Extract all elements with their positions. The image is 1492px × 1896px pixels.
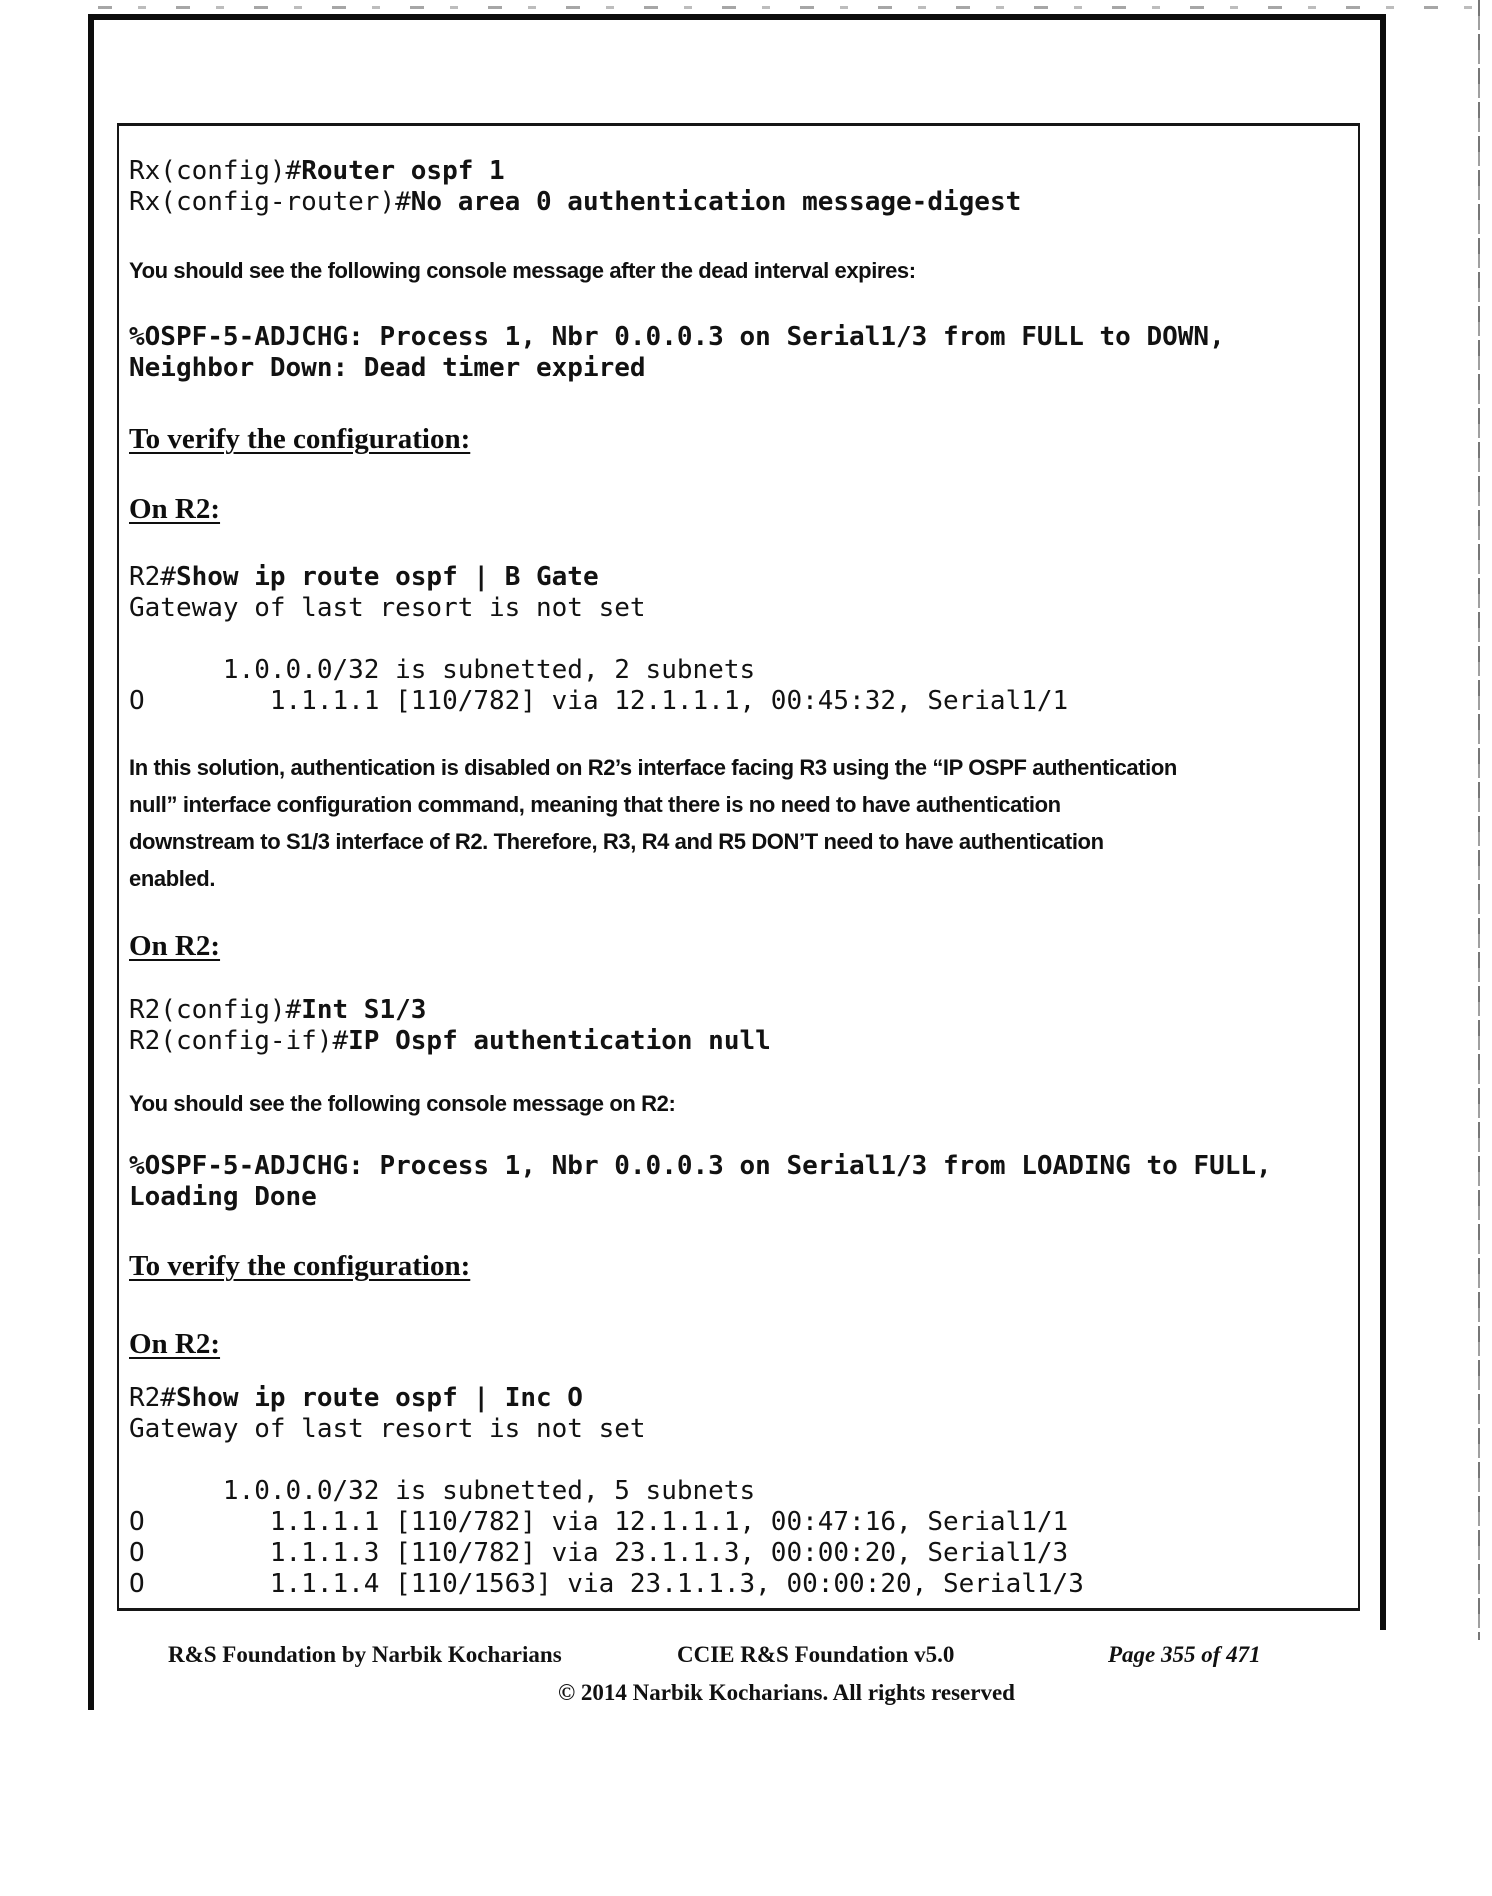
heading-on-r2-3: On R2: [129,1328,221,1360]
heading-on-r2-1: On R2: [129,493,221,525]
paragraph-line: downstream to S1/3 interface of R2. Therefore, R3, R4 and R5 DON’T need to have authentication [129,829,1104,854]
cli-command: Show ip route ospf | Inc O [175,1383,583,1413]
route-line: O 1.1.1.3 [110/782] via 23.1.1.3, 00:00:20, Serial1/3 [129,1538,1069,1568]
footer-book-title: R&S Foundation by Narbik Kocharians [168,1642,562,1667]
cli-prompt: R2# [129,1383,176,1413]
code-block-int-s13 [129,995,1350,1057]
cli-command: No area 0 authentication message-digest [410,187,1022,217]
heading-to-verify-1: To verify the configuration: [129,423,471,455]
route-line: O 1.1.1.4 [110/1563] via 23.1.1.3, 00:00:20, Serial1/3 [129,1569,1084,1599]
code-block-show-route-inc-o [129,1383,1350,1445]
console-output-adjchg-down [129,322,1350,384]
solution-paragraph [129,749,1350,897]
content-box [117,123,1360,1611]
cli-output: Gateway of last resort is not set [129,1414,646,1444]
cli-command: Int S1/3 [301,995,427,1025]
cli-prompt: R2(config-if)# [129,1026,349,1056]
paragraph-line: In this solution, authentication is disabled on R2’s interface facing R3 using the “IP OSPF authentication [129,755,1177,780]
paragraph-line: null” interface configuration command, meaning that there is no need to have authentication [129,792,1061,817]
console-line: Neighbor Down: Dead timer expired [129,353,646,383]
cli-prompt: Rx(config)# [129,156,302,186]
cli-command: Show ip route ospf | B Gate [175,562,599,592]
cli-command: IP Ospf authentication null [348,1026,771,1056]
note-console-message-dead-interval: You should see the following console message after the dead interval expires: [129,258,916,283]
console-line: %OSPF-5-ADJCHG: Process 1, Nbr 0.0.0.3 on Serial1/3 from FULL to DOWN, [129,322,1225,352]
console-line: %OSPF-5-ADJCHG: Process 1, Nbr 0.0.0.3 on Serial1/3 from LOADING to FULL, [129,1151,1272,1181]
cli-prompt: R2# [129,562,176,592]
code-block-router-ospf [129,156,1350,218]
footer-page-number: Page 355 of 471 [1108,1642,1261,1667]
page-frame-right [1380,14,1386,1630]
console-output-adjchg-full [129,1151,1350,1213]
note-console-message-on-r2: You should see the following console message on R2: [129,1091,676,1116]
heading-on-r2-2: On R2: [129,930,221,962]
cli-prompt: Rx(config-router)# [129,187,411,217]
page-frame-left [88,14,94,1710]
route-line: 1.0.0.0/32 is subnetted, 5 subnets [129,1476,756,1506]
footer-copyright: © 2014 Narbik Kocharians. All rights reserved [558,1680,1015,1705]
cli-prompt: R2(config)# [129,995,302,1025]
cli-command: Router ospf 1 [301,156,505,186]
route-table-2-subnets [129,655,1350,717]
footer-edition: CCIE R&S Foundation v5.0 [677,1642,955,1667]
page-frame-top [90,14,1386,20]
route-table-5-subnets [129,1476,1350,1600]
route-line: O 1.1.1.1 [110/782] via 12.1.1.1, 00:47:16, Serial1/1 [129,1507,1069,1537]
scan-artifact-right-line [1478,0,1480,1640]
code-block-show-route-b-gate [129,562,1350,624]
route-line: 1.0.0.0/32 is subnetted, 2 subnets [129,655,756,685]
scan-artifact-top-dashes [98,6,1478,9]
route-line: O 1.1.1.1 [110/782] via 12.1.1.1, 00:45:32, Serial1/1 [129,686,1069,716]
heading-to-verify-2: To verify the configuration: [129,1250,471,1282]
cli-output: Gateway of last resort is not set [129,593,646,623]
console-line: Loading Done [129,1182,317,1212]
paragraph-line: enabled. [129,866,216,891]
